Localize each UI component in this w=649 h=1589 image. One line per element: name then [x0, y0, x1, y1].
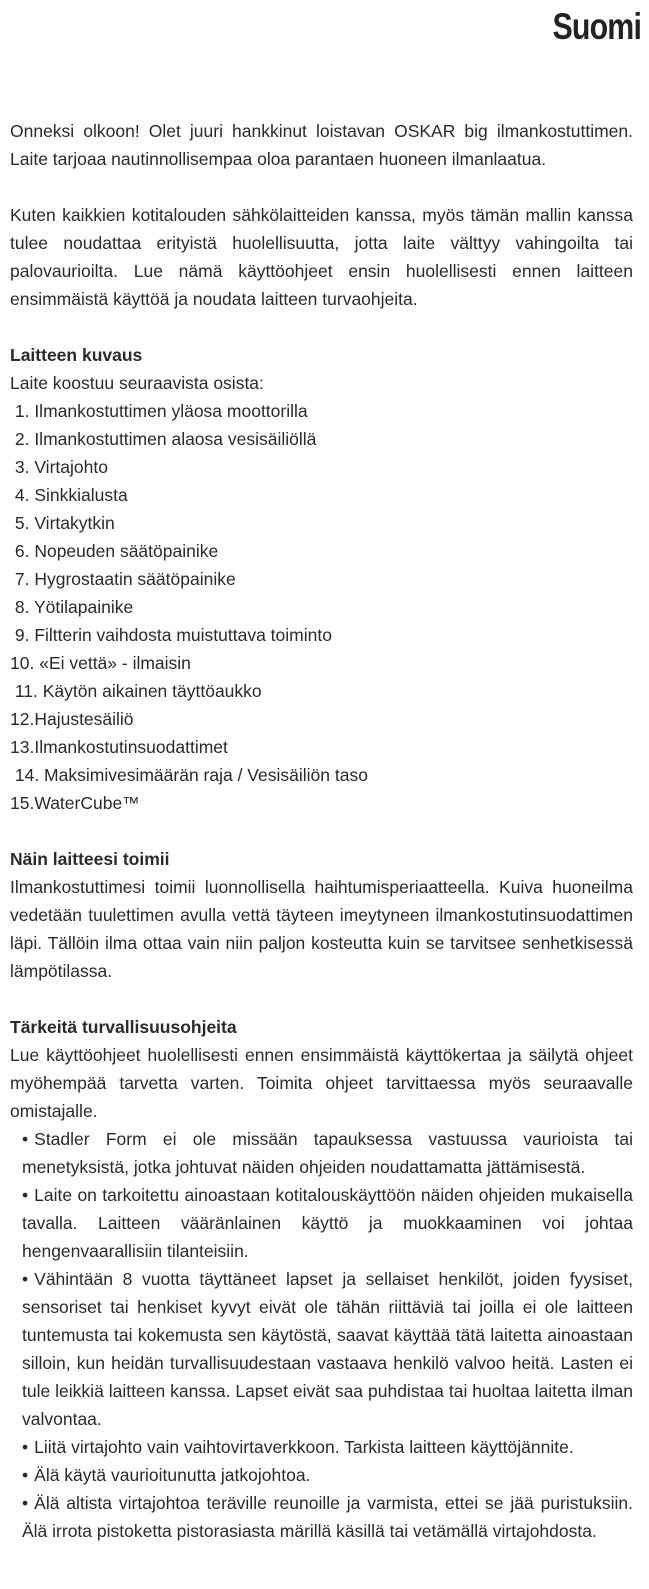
safety-item-text: Stadler Form ei ole missään tapauksessa vastuussa vaurioista tai menetyksistä, jotka johtuvat näiden ohjeiden noudattamatta jättämisestä. — [22, 1129, 633, 1177]
safety-item-text: Laite on tarkoitettu ainoastaan kotitalouskäyttöön näiden ohjeiden mukaisella tavalla. Laitteen vääränlainen käyttö ja muokkaaminen voi johtaa hengenvaarallisiin tilanteisiin. — [22, 1185, 633, 1261]
parts-list-item: 5. Virtakytkin — [10, 513, 115, 533]
safety-list-item — [10, 1461, 633, 1489]
parts-list-item: 12.Hajustesäiliö — [10, 709, 134, 729]
how-it-works-paragraph: Ilmankostuttimesi toimii luonnollisella haihtumisperiaatteella. Kuiva huoneilma vedetään tuulettimen avulla vettä täyteen imeytyneen ilmankostutinsuodattimen läpi. Tällöin ilma ottaa vain niin paljon kosteutta kuin se tarvitsee senhetkisessä lämpötilassa. — [10, 877, 633, 981]
spacer — [10, 817, 633, 845]
bullet-icon: • — [22, 1437, 29, 1457]
parts-list-item: 2. Ilmankostuttimen alaosa vesisäiliöllä — [10, 429, 317, 449]
bullet-icon: • — [22, 1465, 29, 1485]
safety-list-item — [10, 1265, 633, 1433]
parts-list-item: 14. Maksimivesimäärän raja / Vesisäiliön taso — [10, 765, 368, 785]
safety-item-text: Vähintään 8 vuotta täyttäneet lapset ja sellaiset henkilöt, joiden fyysiset, sensoriset tai henkiset kyvyt eivät ole tähän riittäviä tai joilla ei ole laitteen tuntemusta tai kokemusta sen käytöstä, saavat käyttää tätä laitetta ainoastaan silloin, kun heidän turvallisuudestaan vastaava henkilö valvoo heitä. Lasten ei tule leikkiä laitteen kanssa. Lapset eivät saa puhdistaa tai huoltaa laitetta ilman valvontaa. — [22, 1269, 633, 1429]
language-title: Suomi — [552, 6, 641, 47]
description-heading: Laitteen kuvaus — [10, 345, 143, 365]
parts-list-item: 7. Hygrostaatin säätöpainike — [10, 569, 236, 589]
manual-content — [10, 117, 633, 1545]
intro-paragraph: Onneksi olkoon! Olet juuri hankkinut loistavan OSKAR big ilmankostuttimen. Laite tarjoaa nautinnollisempaa oloa parantaen huoneen ilmanlaatua. — [10, 121, 633, 169]
bullet-icon: • — [22, 1493, 29, 1513]
how-it-works-heading: Näin laitteesi toimii — [10, 849, 170, 869]
parts-list-item: 8. Yötilapainike — [10, 597, 134, 617]
parts-list-item: 1. Ilmankostuttimen yläosa moottorilla — [10, 401, 308, 421]
parts-list-item: 9. Filtterin vaihdosta muistuttava toiminto — [10, 625, 332, 645]
safety-list — [10, 1125, 633, 1545]
description-lead: Laite koostuu seuraavista osista: — [10, 373, 264, 393]
parts-list-item: 3. Virtajohto — [10, 457, 108, 477]
safety-list-item — [10, 1125, 633, 1181]
parts-list-item: 6. Nopeuden säätöpainike — [10, 541, 219, 561]
care-paragraph: Kuten kaikkien kotitalouden sähkölaitteiden kanssa, myös tämän mallin kanssa tulee noudattaa erityistä huolellisuutta, jotta laite välttyy vahingoilta tai palovaurioilta. Lue nämä käyttöohjeet ensin huolellisesti ennen laitteen ensimmäistä käyttöä ja noudata laitteen turvaohjeita. — [10, 205, 633, 309]
safety-list-item — [10, 1181, 633, 1265]
safety-item-text: Liitä virtajohto vain vaihtovirtaverkkoon. Tarkista laitteen käyttöjännite. — [34, 1437, 574, 1457]
safety-list-item — [10, 1433, 633, 1461]
bullet-icon: • — [22, 1269, 29, 1289]
safety-item-text: Älä käytä vaurioitunutta jatkojohtoa. — [34, 1465, 311, 1485]
safety-item-text: Älä altista virtajohtoa teräville reunoille ja varmista, ettei se jää puristuksiin. Älä irrota pistoketta pistorasiasta märillä käsillä tai vetämällä virtajohdosta. — [22, 1493, 633, 1541]
spacer — [10, 173, 633, 201]
safety-list-item — [10, 1489, 633, 1545]
parts-list-item: 15.WaterCube™ — [10, 793, 140, 813]
safety-heading: Tärkeitä turvallisuusohjeita — [10, 1017, 237, 1037]
parts-list-item: 4. Sinkkialusta — [10, 485, 128, 505]
parts-list-item: 13.Ilmankostutinsuodattimet — [10, 737, 228, 757]
bullet-icon: • — [22, 1185, 29, 1205]
parts-list — [10, 397, 633, 817]
safety-lead: Lue käyttöohjeet huolellisesti ennen ensimmäistä käyttökertaa ja säilytä ohjeet myöhempää tarvetta varten. Toimita ohjeet tarvittaessa myös seuraavalle omistajalle. — [10, 1045, 633, 1121]
parts-list-item: 11. Käytön aikainen täyttöaukko — [10, 681, 262, 701]
bullet-icon: • — [22, 1129, 29, 1149]
parts-list-item: 10. «Ei vettä» - ilmaisin — [10, 653, 191, 673]
spacer — [10, 985, 633, 1013]
spacer — [10, 313, 633, 341]
